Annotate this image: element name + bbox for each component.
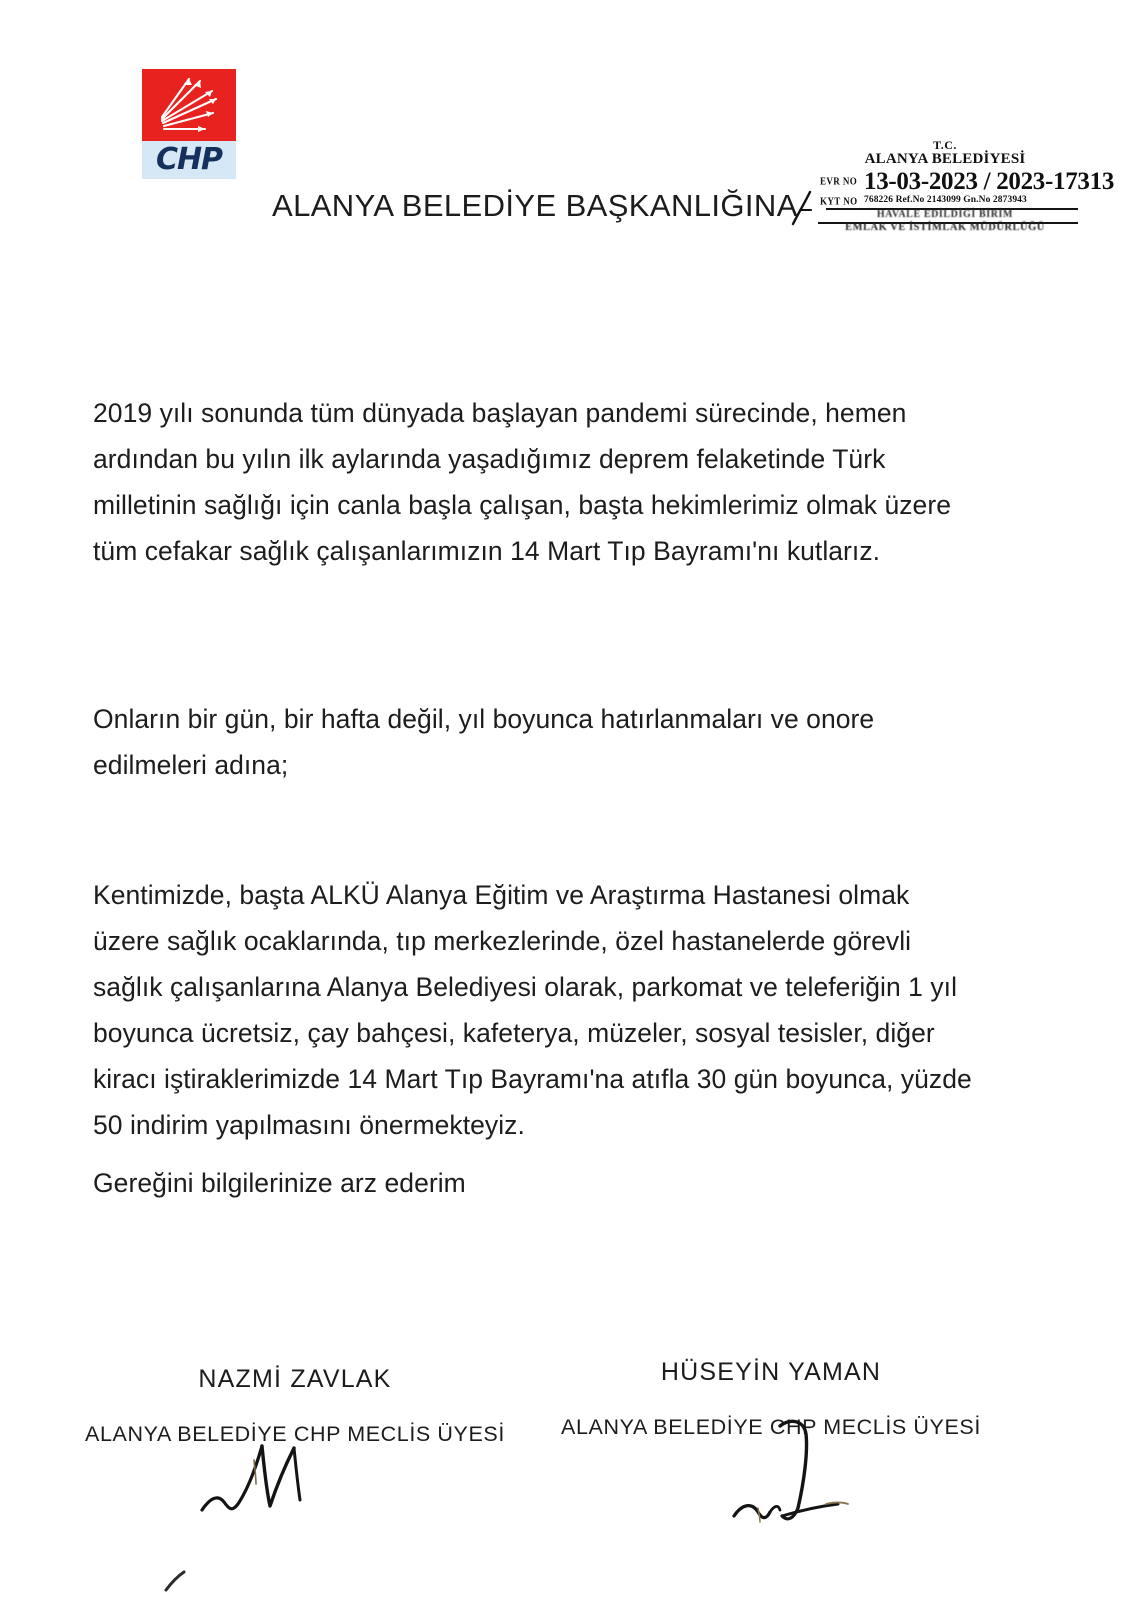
chp-logo [142,69,236,179]
signature-block-left [80,1365,510,1447]
paragraph-three: Kentimizde, başta ALKÜ Alanya Eğitim ve Araştırma Hastanesi olmak üzere sağlık ocaklarında, tıp merkezlerinde, özel hastanelerde görevli sağlık çalışanlarına Alanya Belediyesi olarak, parkomat ve teleferiğin 1 yıl boyunca ücretsiz, çay bahçesi, kafeterya, müzeler, sosyal tesisler, diğer kiracı iştiraklerimizde 14 Mart Tıp Bayramı'na atıfla 30 gün boyunca, yüzde 50 indirim yapılmasını önermekteyiz. [93,880,972,1140]
page-title: ALANYA BELEDİYE BAŞKANLIĞINA [272,188,798,223]
handwritten-mark-icon [790,190,816,226]
stamp-organization: ALANYA BELEDİYESİ [864,151,1026,167]
registration-stamp [812,138,1115,233]
six-arrows-icon [142,69,236,141]
signatory-title: ALANYA BELEDİYE CHP MECLİS ÜYESİ [85,1422,505,1446]
signatory-title: ALANYA BELEDİYE CHP MECLİS ÜYESİ [561,1415,981,1439]
stamp-kyt-value: 768226 Ref.No 2143099 Gn.No 2873943 [864,195,1027,205]
paragraph-closing: Gereğini bilgilerinize arz ederim [93,1168,466,1198]
signatory-name: HÜSEYİN YAMAN [660,1358,882,1386]
stamp-kyt-label: KYT NO [820,195,858,207]
paragraph-two: Onların bir gün, bir hafta değil, yıl boyunca hatırlanmaları ve onore edilmeleri adına; [93,704,875,780]
stamp-evr-label: EVR NO [820,175,858,187]
stamp-tc: T.C. [933,138,957,152]
handwritten-signature-left-icon [196,1432,346,1562]
stamp-havale-line: HAVALE EDİLDİĞİ BİRİM [876,209,1014,220]
stamp-birim-line: EMLAK VE İSTİMLAK MÜDÜRLÜĞÜ [845,222,1045,233]
signature-tail-mark-icon [160,1560,200,1600]
signature-block-right [556,1358,986,1440]
stamp-evr-value: 13-03-2023 / 2023-17313 [864,168,1115,195]
paragraph-one: 2019 yılı sonunda tüm dünyada başlayan pandemi sürecinde, hemen ardından bu yılın ilk aylarında yaşadığımız deprem felaketinde Türk milletinin sağlığı için canla başla çalışan, başta hekimlerimiz olmak üzere tüm cefakar sağlık çalışanlarımızın 14 Mart Tıp Bayramı'nı kutlarız. [93,398,952,566]
signatory-name: NAZMİ ZAVLAK [198,1365,392,1393]
logo-text: CHP [155,142,223,177]
